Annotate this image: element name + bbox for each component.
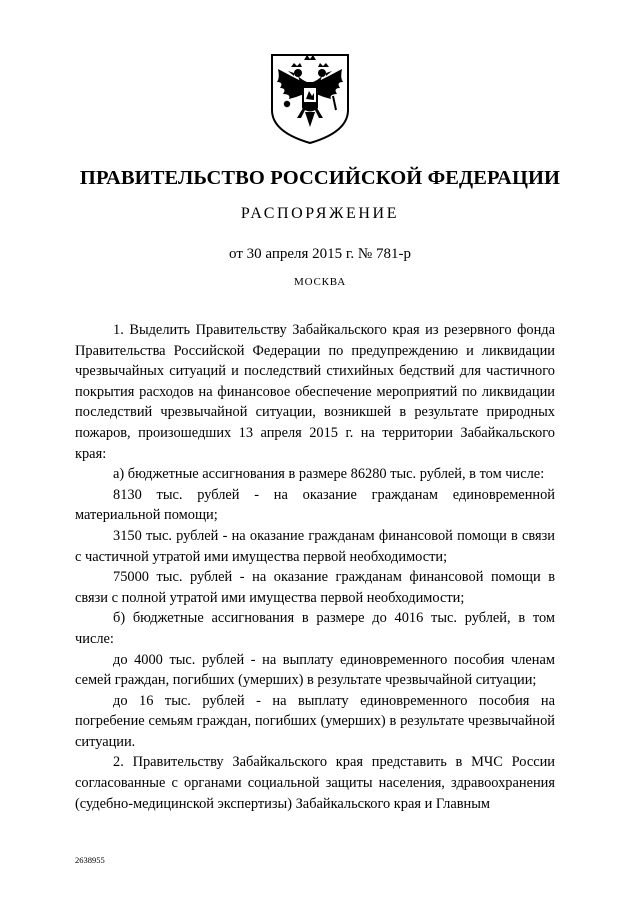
document-date-number: от 30 апреля 2015 г. № 781-р	[229, 246, 411, 262]
paragraph-1a-item-3: 75000 тыс. рублей - на оказание гражданам финансовой помощи в связи с полной утратой ими имущества первой необходимости;	[75, 569, 555, 606]
organization-title: ПРАВИТЕЛЬСТВО РОССИЙСКОЙ ФЕДЕРАЦИИ	[79, 167, 561, 189]
document-type: РАСПОРЯЖЕНИЕ	[240, 205, 400, 222]
paragraph-1b: б) бюджетные ассигнования в размере до 4016 тыс. рублей, в том числе:	[75, 610, 555, 647]
paragraph-1b-item-2: до 16 тыс. рублей - на выплату единовременного пособия на погребение семьям граждан, погибших (умерших) в результате чрезвычайной ситуации.	[75, 692, 555, 750]
document-code: 2638955	[75, 855, 105, 865]
russian-coat-of-arms-icon	[267, 52, 353, 146]
paragraph-1b-item-1: до 4000 тыс. рублей - на выплату единовременного пособия членам семей граждан, погибших (умерших) в результате чрезвычайной ситуации;	[75, 651, 555, 689]
paragraph-1a: а) бюджетные ассигнования в размере 86280 тыс. рублей, в том числе:	[113, 466, 545, 483]
paragraph-2: 2. Правительству Забайкальского края представить в МЧС России согласованные с органами социальной защиты населения, здравоохранения (судебно-медицинской экспертизы) Забайкальского края и Главным	[75, 754, 555, 812]
document-body	[75, 320, 555, 814]
document-city: МОСКВА	[294, 276, 346, 288]
paragraph-1a-item-1: 8130 тыс. рублей - на оказание гражданам единовременной материальной помощи;	[75, 486, 555, 524]
paragraph-1-allocation: 1. Выделить Правительству Забайкальского края из резервного фонда Правительства Российской Федерации по предупреждению и ликвидации чрезвычайных ситуаций и последствий стихийных бедствий для частичного покрытия расходов на финансовое обеспечение мероприятий по ликвидации последствий чрезвычайной ситуации, возникшей в результате природных пожаров, произошедших 13 апреля 2015 г. на территории Забайкальского края:	[75, 322, 555, 462]
paragraph-1a-item-2: 3150 тыс. рублей - на оказание гражданам финансовой помощи в связи с частичной утратой ими имущества первой необходимости;	[75, 527, 555, 565]
